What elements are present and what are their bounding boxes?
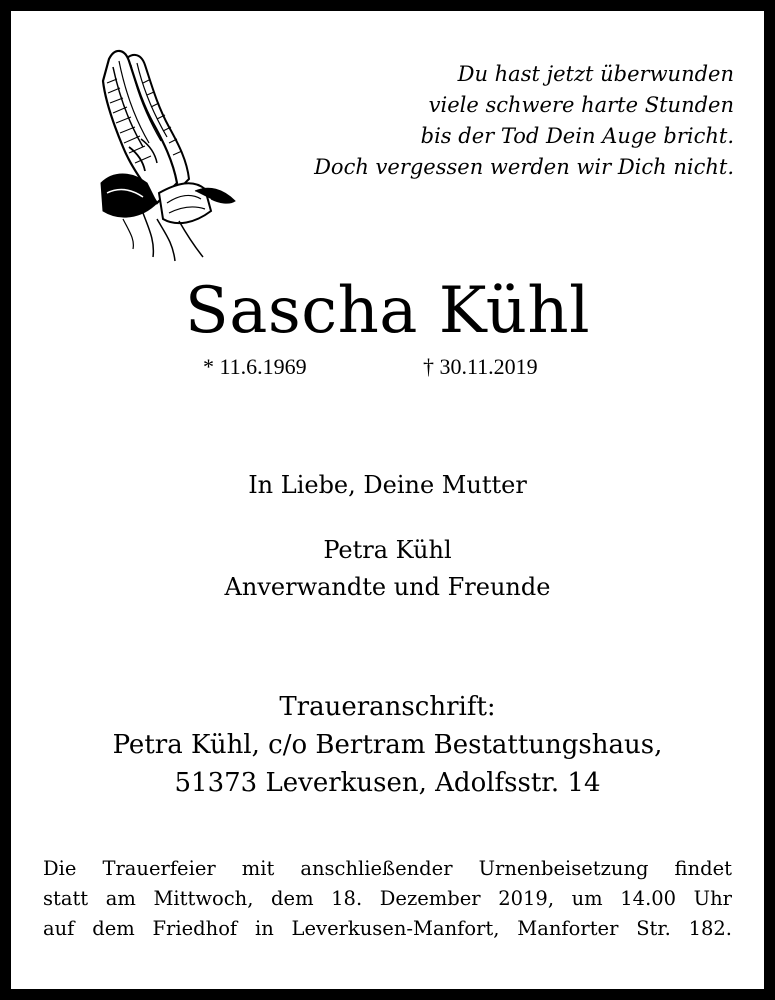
ceremony-line: Die Trauerfeier mit anschließender Urnenbeisetzung findet [43, 857, 732, 880]
mourning-address [11, 688, 764, 802]
ceremony-info [43, 854, 732, 944]
poem-line: viele schwere harte Stunden [428, 93, 734, 117]
ceremony-line: auf dem Friedhof in Leverkusen-Manfort, Manforter Str. 182. [43, 917, 732, 940]
ceremony-line: statt am Mittwoch, dem 18. Dezember 2019, um 14.00 Uhr [43, 887, 732, 910]
mourner-name: Anverwandte und Freunde [224, 573, 551, 601]
mourners-intro: In Liebe, Deine Mutter [248, 471, 527, 499]
address-line: Petra Kühl, c/o Bertram Bestattungshaus, [112, 730, 663, 760]
poem-line: bis der Tod Dein Auge bricht. [420, 124, 734, 148]
poem-line: Doch vergessen werden wir Dich nicht. [314, 155, 734, 179]
mourner-name: Petra Kühl [323, 536, 452, 564]
address-heading: Traueranschrift: [279, 692, 496, 722]
mourners-names [11, 532, 764, 606]
poem [264, 59, 734, 183]
address-line: 51373 Leverkusen, Adolfsstr. 14 [174, 768, 601, 798]
deceased-name: Sascha Kühl [184, 274, 591, 348]
birth-date: * 11.6.1969 [203, 354, 307, 379]
praying-hands-icon [83, 43, 253, 275]
death-date: † 30.11.2019 [423, 354, 538, 379]
poem-line: Du hast jetzt überwunden [457, 62, 734, 86]
